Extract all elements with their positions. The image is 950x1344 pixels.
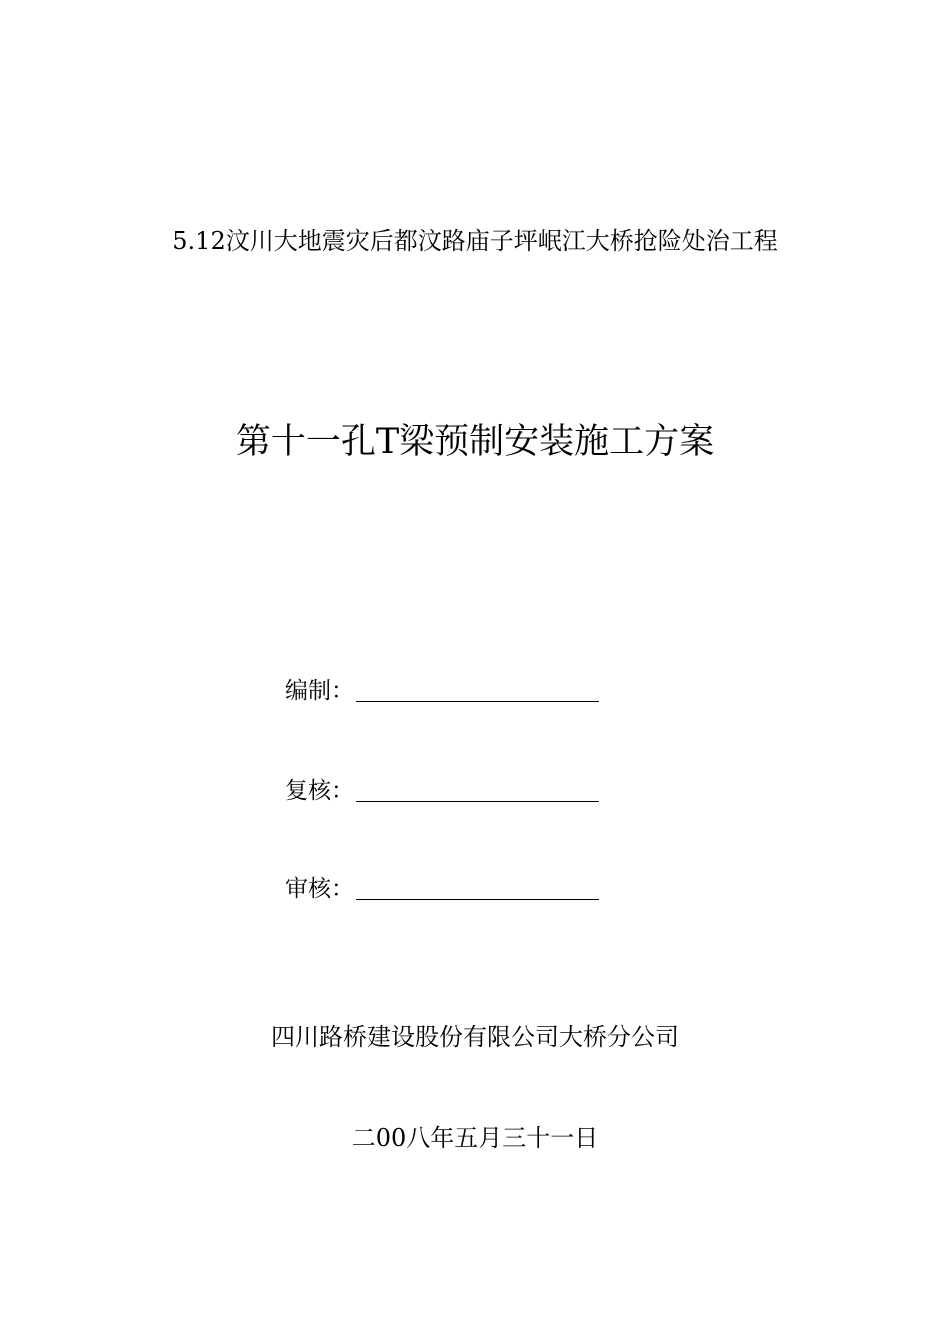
signature-line-reviewed — [356, 801, 599, 802]
signature-label-compiled: 编制： — [285, 678, 354, 704]
project-title: 5.12汶川大地震灾后都汶路庙子坪岷江大桥抢险处治工程 — [172, 227, 778, 255]
signature-row-reviewed — [285, 772, 599, 806]
document-title: 第十一孔T梁预制安装施工方案 — [235, 422, 715, 462]
signature-row-approved — [285, 870, 599, 904]
signature-row-compiled — [285, 672, 599, 706]
company-name: 四川路桥建设股份有限公司大桥分公司 — [271, 1023, 679, 1051]
document-date: 二00八年五月三十一日 — [351, 1124, 599, 1152]
signature-label-approved: 审核： — [285, 876, 354, 902]
signature-label-reviewed: 复核： — [285, 778, 354, 804]
signature-line-approved — [356, 899, 599, 900]
signature-line-compiled — [356, 701, 599, 702]
